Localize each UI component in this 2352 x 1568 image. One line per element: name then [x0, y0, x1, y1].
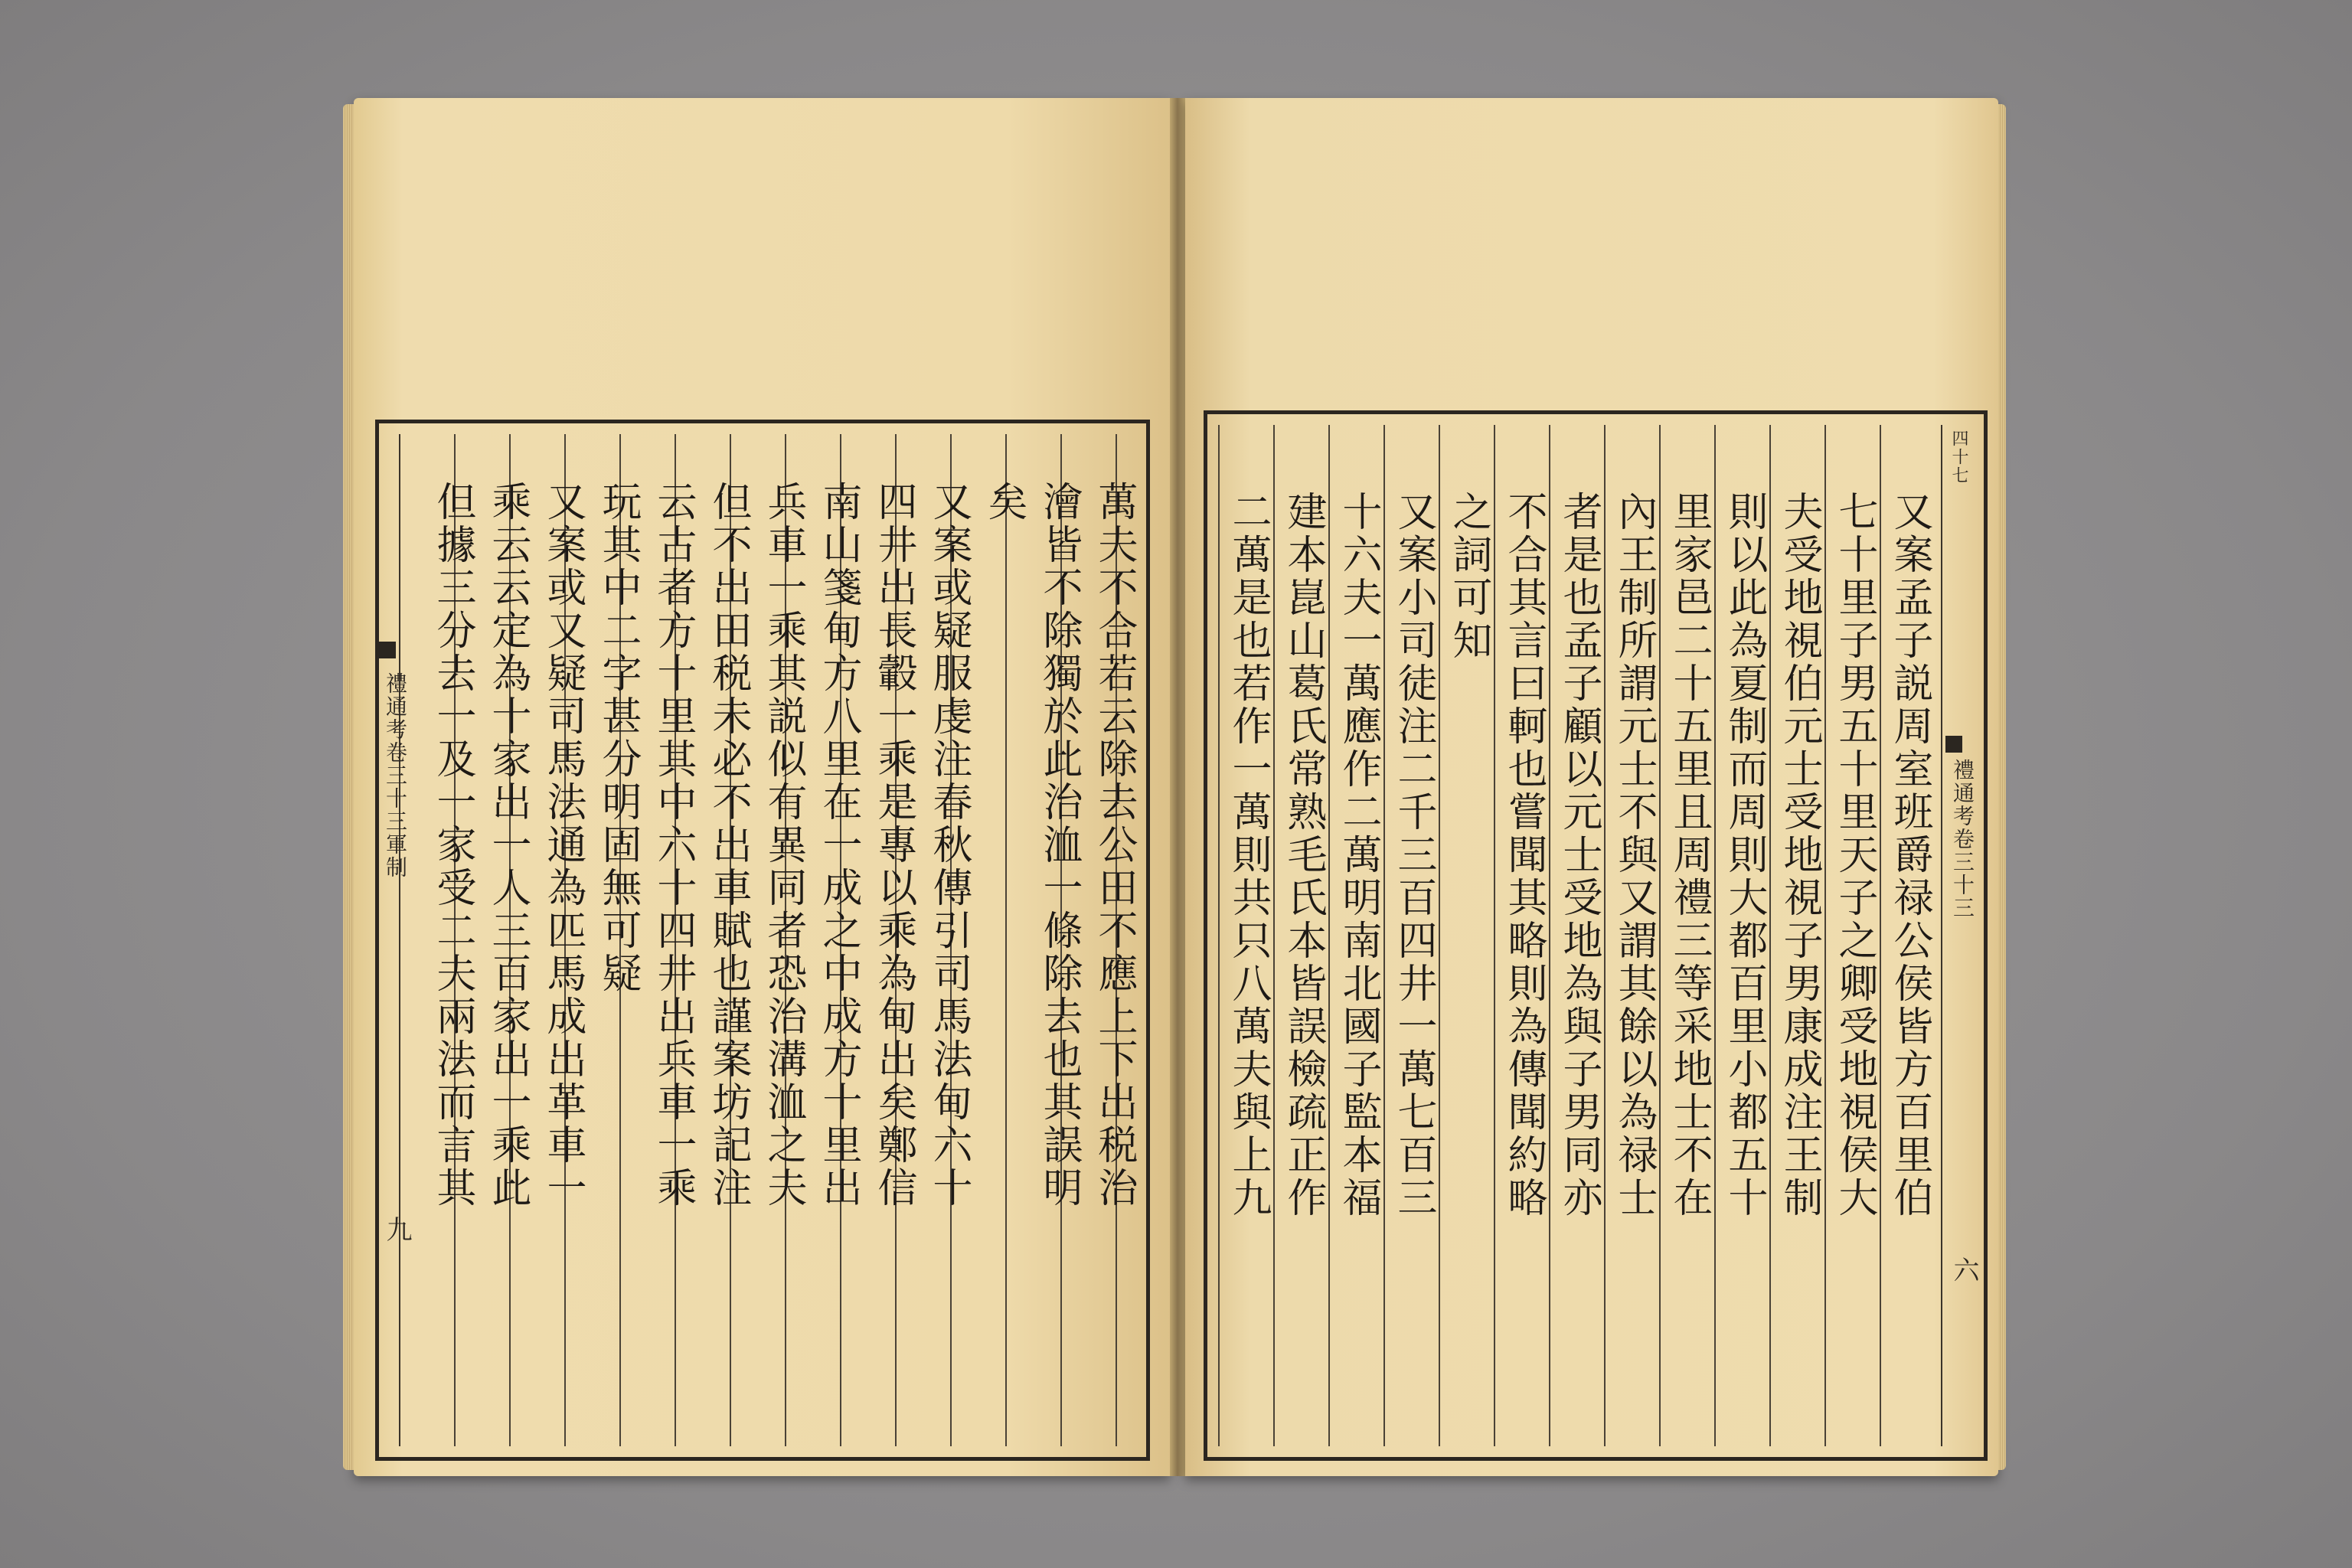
right-text-frame — [1204, 410, 1988, 1461]
right-page-edges — [1998, 104, 2006, 1470]
left-spine-title: 禮通考卷三十三軍制 — [383, 672, 408, 879]
book-gutter — [1170, 98, 1185, 1476]
text-column: 南山箋甸方八里在一成之中成方十里出 — [815, 481, 861, 1210]
left-page — [354, 98, 1170, 1476]
text-column: 云古者方十里其中六十四井出兵車一乘 — [650, 481, 696, 1210]
text-column: 二萬是也若作一萬則共只八萬夫與上九 — [1225, 491, 1271, 1220]
text-column: 夫受地視伯元士受地視子男康成注王制 — [1776, 491, 1822, 1220]
column-rule — [1549, 425, 1550, 1446]
column-rule — [1714, 425, 1716, 1446]
right-spine-title: 禮通考卷三十三 — [1950, 759, 1975, 920]
text-column: 矣 — [981, 481, 1027, 524]
column-rule — [1824, 425, 1826, 1446]
text-column: 里家邑二十五里且周禮三等采地士不在 — [1666, 491, 1712, 1220]
text-column: 乘云云定為十家出一人三百家出一乘此 — [485, 481, 531, 1210]
right-frame-inner-line — [1941, 425, 1942, 1446]
column-rule — [1659, 425, 1661, 1446]
column-rule — [1494, 425, 1495, 1446]
fish-tail-mark — [1945, 736, 1962, 753]
text-column: 兵車一乘其説似有異同者恐治溝洫之夫 — [760, 481, 806, 1210]
text-column: 者是也孟子顧以元士受地為與子男同亦 — [1556, 491, 1602, 1220]
text-column: 建本崑山葛氏常熟毛氏本皆誤檢疏正作 — [1280, 491, 1326, 1220]
text-column: 玩其中二字甚分明固無可疑 — [595, 481, 641, 995]
text-column: 但據三分去一及一家受二夫兩法而言其 — [430, 481, 475, 1210]
column-rule — [1604, 425, 1606, 1446]
column-rule — [1880, 425, 1881, 1446]
text-column: 又案小司徒注二千三百四井一萬七百三 — [1390, 491, 1436, 1220]
text-column: 四井出長轂一乘是專以乘為甸出矣鄭信 — [871, 481, 916, 1210]
text-column: 七十里子男五十里天子之卿受地視侯大 — [1831, 491, 1877, 1220]
column-rule — [1383, 425, 1385, 1446]
text-column: 不合其言曰軻也嘗聞其略則為傳聞約略 — [1501, 491, 1547, 1220]
column-rule — [1439, 425, 1440, 1446]
left-page-edges — [343, 104, 354, 1470]
text-column: 之詞可知 — [1446, 491, 1491, 662]
text-column: 則以此為夏制而周則大都百里小都五十 — [1721, 491, 1767, 1220]
text-column: 內王制所謂元士不與又謂其餘以為禄士 — [1611, 491, 1657, 1220]
right-top-mark: 四十七 — [1949, 430, 1968, 485]
text-column: 萬夫不合若云除去公田不應上下出税治 — [1091, 481, 1137, 1210]
text-column: 十六夫一萬應作二萬明南北國子監本福 — [1335, 491, 1381, 1220]
text-column: 又案或疑服虔注春秋傳引司馬法甸六十 — [926, 481, 972, 1210]
text-column: 又案孟子説周室班爵禄公侯皆方百里伯 — [1886, 491, 1932, 1220]
open-book — [354, 98, 1998, 1476]
column-rule — [1273, 425, 1275, 1446]
text-column: 又案或又疑司馬法通為匹馬成出革車一 — [540, 481, 586, 1210]
text-column: 澮皆不除獨於此治洫一條除去也其誤明 — [1036, 481, 1082, 1210]
column-rule — [1005, 434, 1007, 1446]
right-leaf-number: 六 — [1949, 1256, 1979, 1284]
text-column: 但不出田税未必不出車賦也謹案坊記注 — [705, 481, 751, 1210]
column-rule — [1769, 425, 1771, 1446]
left-leaf-number: 九 — [381, 1216, 412, 1243]
column-rule — [1328, 425, 1330, 1446]
fish-tail-mark — [379, 642, 396, 658]
column-rule — [1218, 425, 1220, 1446]
